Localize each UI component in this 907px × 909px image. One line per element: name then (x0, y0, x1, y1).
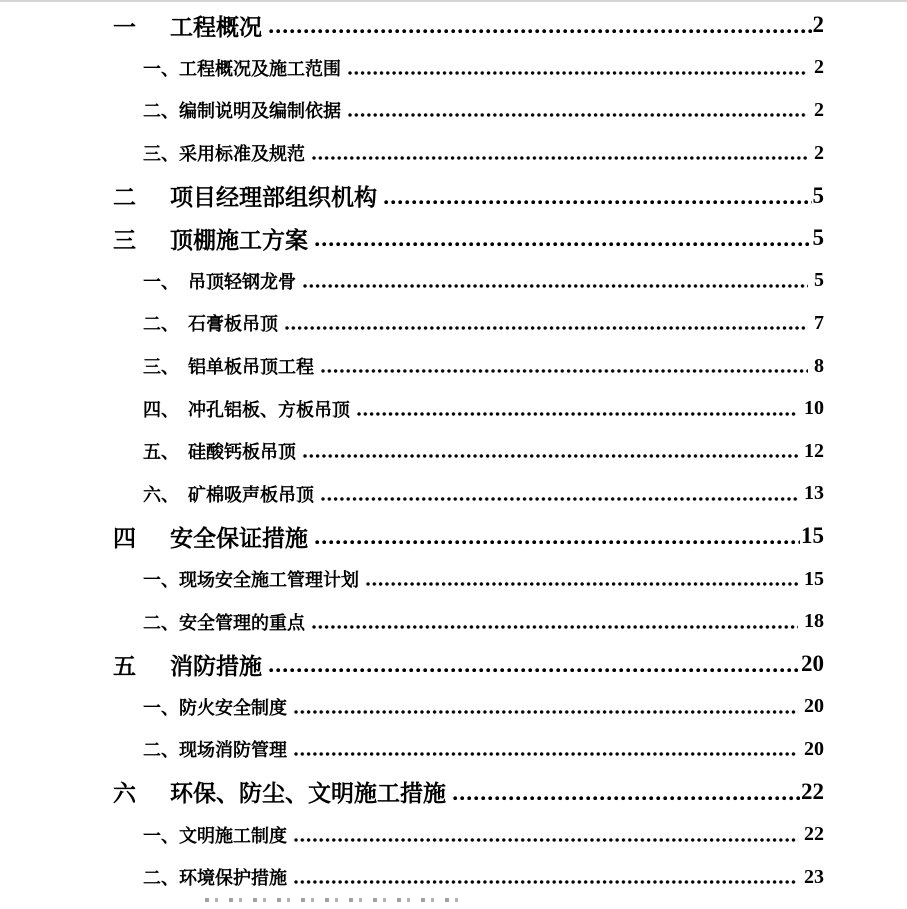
clipped-next-entry (0, 898, 907, 908)
page-number: 18 (804, 610, 824, 633)
page-number: 20 (801, 651, 824, 677)
toc-entry-level2[interactable] (0, 558, 824, 601)
section-label: 二、现场消防管理 (143, 740, 287, 761)
toc-entry-level2[interactable] (0, 260, 824, 303)
table-of-contents (0, 2, 907, 898)
toc-entry-level2[interactable] (0, 728, 824, 771)
page-number: 2 (814, 56, 824, 79)
section-label: 一、文明施工制度 (143, 825, 287, 846)
toc-entry-level2[interactable] (0, 430, 824, 473)
toc-entry-level1[interactable] (0, 515, 824, 558)
page-number: 10 (804, 397, 824, 420)
toc-entry-level2[interactable] (0, 813, 824, 856)
toc-entry-level2[interactable] (0, 345, 824, 388)
page-number: 15 (804, 567, 824, 590)
section-label: 一、现场安全施工管理计划 (143, 570, 359, 591)
page-number: 22 (801, 778, 824, 804)
page-number: 2 (814, 98, 824, 121)
toc-entry-level2[interactable] (0, 47, 824, 90)
toc-entry-level1[interactable] (0, 643, 824, 686)
page-number: 8 (814, 354, 824, 377)
page-number: 2 (814, 141, 824, 164)
toc-entry-level2[interactable] (0, 473, 824, 516)
chapter-number: 二 (113, 184, 136, 211)
chapter-title: 消防措施 (170, 652, 262, 679)
chapter-title: 安全保证措施 (170, 524, 308, 551)
chapter-number: 四 (113, 524, 136, 551)
section-label: 一、防火安全制度 (143, 697, 287, 718)
page-number: 2 (812, 12, 824, 38)
toc-entry-level2[interactable] (0, 89, 824, 132)
section-label: 四、 冲孔铝板、方板吊顶 (143, 399, 350, 420)
section-label: 三、采用标准及规范 (143, 144, 305, 165)
toc-entry-level2[interactable] (0, 387, 824, 430)
toc-entry-level2[interactable] (0, 132, 824, 175)
page-number: 23 (804, 865, 824, 888)
page-number: 20 (804, 737, 824, 760)
toc-entry-level2[interactable] (0, 600, 824, 643)
section-label: 二、编制说明及编制依据 (143, 101, 341, 122)
toc-entry-level2[interactable] (0, 686, 824, 729)
chapter-number: 三 (113, 226, 136, 253)
page-number: 5 (812, 182, 824, 208)
chapter-title: 顶棚施工方案 (170, 226, 308, 253)
page-number: 5 (812, 225, 824, 251)
page-number: 12 (804, 439, 824, 462)
chapter-title: 工程概况 (170, 13, 262, 40)
section-label: 二、安全管理的重点 (143, 612, 305, 633)
page-number: 5 (814, 269, 824, 292)
page-number: 20 (804, 695, 824, 718)
toc-entry-level1[interactable] (0, 4, 824, 47)
section-label: 一、工程概况及施工范围 (143, 58, 341, 79)
section-label: 三、 铝单板吊顶工程 (143, 357, 314, 378)
page-number: 22 (804, 823, 824, 846)
page-number: 7 (814, 311, 824, 334)
chapter-number: 五 (113, 652, 136, 679)
section-label: 六、 矿棉吸声板吊顶 (143, 484, 314, 505)
chapter-number: 六 (113, 780, 136, 807)
toc-entry-level1[interactable] (0, 174, 824, 217)
section-label: 一、 吊顶轻钢龙骨 (143, 271, 296, 292)
chapter-number: 一 (113, 13, 136, 40)
chapter-title: 项目经理部组织机构 (170, 184, 377, 211)
toc-entry-level2[interactable] (0, 302, 824, 345)
page-number: 13 (804, 482, 824, 505)
toc-entry-level2[interactable] (0, 856, 824, 899)
toc-entry-level1[interactable] (0, 217, 824, 260)
section-label: 二、环境保护措施 (143, 868, 287, 889)
toc-entry-level1[interactable] (0, 771, 824, 814)
page-number: 15 (801, 523, 824, 549)
section-label: 二、 石膏板吊顶 (143, 314, 278, 335)
chapter-title: 环保、防尘、文明施工措施 (170, 780, 446, 807)
section-label: 五、 硅酸钙板吊顶 (143, 442, 296, 463)
